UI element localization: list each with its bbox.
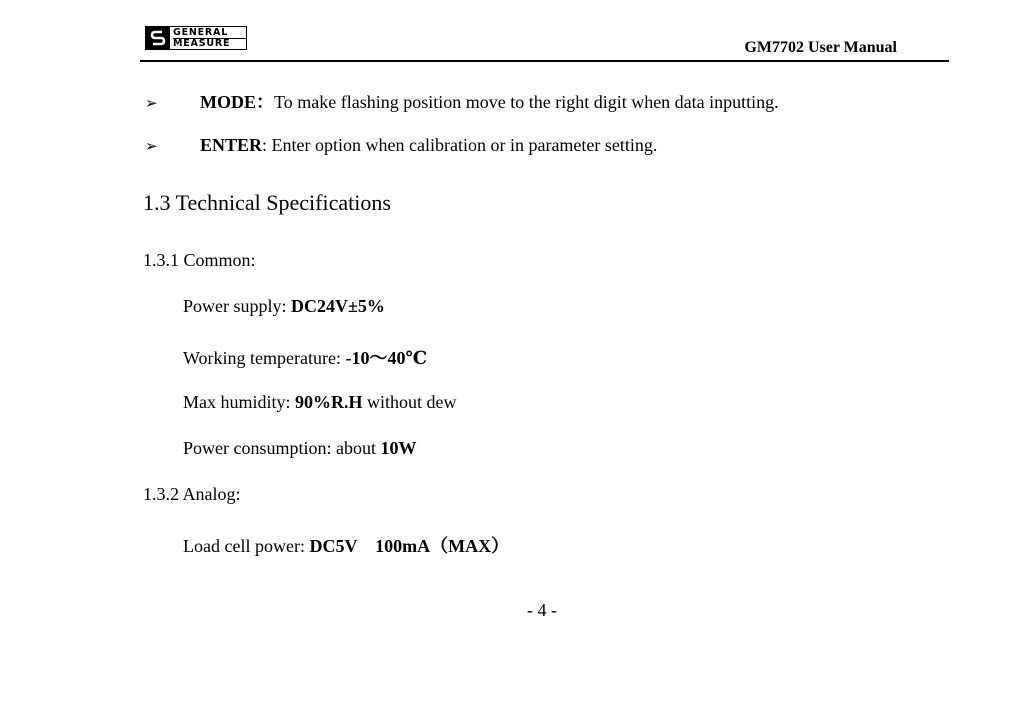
spec-label: Max humidity: [183,392,295,412]
bullet-enter [145,135,657,156]
bullet-mode [145,88,779,114]
spec-value: DC24V±5% [291,296,385,316]
spec-load-cell-power [183,532,509,558]
spec-power-supply [183,296,385,317]
spec-label: Working temperature: [183,348,346,368]
spec-label: Load cell power: [183,536,310,556]
gm-logo-icon [146,27,170,49]
section-heading: 1.3 Technical Specifications [143,190,391,215]
spec-value: DC5V 100mA（MAX） [309,536,510,556]
spec-power-consumption [183,438,416,459]
spec-working-temperature [183,344,427,370]
spec-value: 10W [380,438,417,458]
arrow-bullet-icon: ➢ [145,94,158,112]
logo-text-measure: MEASURE [173,38,246,49]
spec-max-humidity [183,392,457,413]
mode-separator: ： [256,92,274,112]
logo-text-general: GENERAL [173,26,229,38]
enter-label: ENTER [200,135,263,155]
document-title: GM7702 User Manual [744,39,897,56]
header-divider [140,60,949,62]
spec-label: Power supply: [183,296,291,316]
common-heading: 1.3.1 Common: [143,250,256,270]
mode-label: MODE [200,92,256,112]
enter-separator: : [262,135,272,155]
spec-value: 90%R.H [295,392,363,412]
mode-description: To make flashing position move to the right digit when data inputting. [274,92,779,112]
spec-value: -10～40℃ [345,348,428,368]
company-logo [145,26,247,50]
spec-suffix: without dew [362,392,457,412]
analog-heading: 1.3.2 Analog: [143,484,241,504]
spec-label: Power consumption: about [183,438,381,458]
enter-description: Enter option when calibration or in parameter setting. [271,135,658,155]
arrow-bullet-icon: ➢ [145,137,158,155]
page-number: - 4 - [527,600,557,620]
